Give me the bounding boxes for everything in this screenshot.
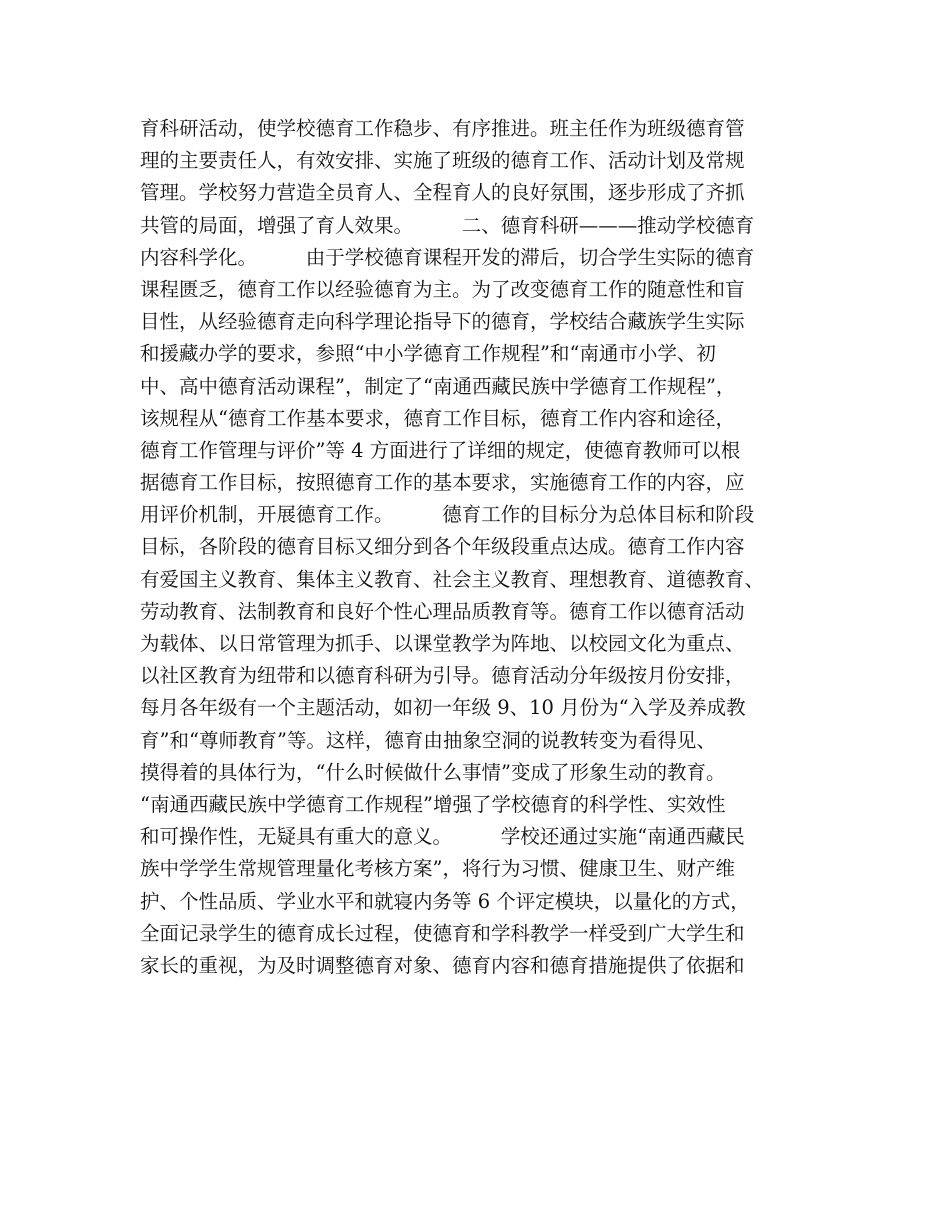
text-line: 摸得着的具体行为，“什么时候做什么事情”变成了形象生动的教育。 bbox=[140, 760, 726, 784]
text-line: 课程匮乏，德育工作以经验德育为主。为了改变德育工作的随意性和盲 bbox=[140, 277, 745, 301]
text-line: 族中学学生常规管理量化考核方案”，将行为习惯、健康卫生、财产维 bbox=[140, 857, 735, 881]
text-line: 内容科学化。 由于学校德育课程开发的滞后，切合学生实际的德育 bbox=[140, 245, 755, 269]
text-line: 每月各年级有一个主题活动，如初一年级 9、10 月份为“入学及养成教 bbox=[140, 696, 746, 720]
text-line: 以社区教育为纽带和以德育科研为引导。德育活动分年级按月份安排， bbox=[140, 664, 745, 688]
text-line: “南通西藏民族中学德育工作规程”增强了学校德育的科学性、实效性 bbox=[140, 792, 726, 816]
text-line: 据德育工作目标，按照德育工作的基本要求，实施德育工作的内容，应 bbox=[140, 471, 745, 495]
text-line: 全面记录学生的德育成长过程，使德育和学科教学一样受到广大学生和 bbox=[140, 921, 745, 945]
text-line: 德育工作管理与评价”等 4 方面进行了详细的规定，使德育教师可以根 bbox=[140, 438, 741, 462]
body-text bbox=[140, 113, 840, 982]
text-line: 育科研活动，使学校德育工作稳步、有序推进。班主任作为班级德育管 bbox=[140, 117, 745, 140]
text-line: 共管的局面，增强了育人效果。 二、德育科研———推动学校德育 bbox=[140, 213, 755, 237]
text-line: 该规程从“德育工作基本要求，德育工作目标，德育工作内容和途径， bbox=[140, 406, 735, 430]
text-line: 护、个性品质、学业水平和就寝内务等 6 个评定模块，以量化的方式， bbox=[140, 889, 750, 913]
text-line: 育”和“尊师教育”等。这样，德育由抽象空洞的说教转变为看得见、 bbox=[140, 728, 716, 752]
text-line: 劳动教育、法制教育和良好个性心理品质教育等。德育工作以德育活动 bbox=[140, 599, 745, 623]
text-line: 中、高中德育活动课程”，制定了“南通西藏民族中学德育工作规程”， bbox=[140, 374, 736, 398]
text-line: 为载体、以日常管理为抓手、以课堂教学为阵地、以校园文化为重点、 bbox=[140, 632, 745, 655]
text-line: 理的主要责任人，有效安排、实施了班级的德育工作、活动计划及常规 bbox=[140, 149, 745, 173]
text-line: 管理。学校努力营造全员育人、全程育人的良好氛围，逐步形成了齐抓 bbox=[140, 181, 745, 205]
text-line: 目性，从经验德育走向科学理论指导下的德育，学校结合藏族学生实际 bbox=[140, 310, 745, 334]
text-line: 用评价机制，开展德育工作。 德育工作的目标分为总体目标和阶段 bbox=[140, 503, 755, 527]
text-line: 有爱国主义教育、集体主义教育、社会主义教育、理想教育、道德教育、 bbox=[140, 567, 765, 591]
text-line: 和援藏办学的要求，参照“中小学德育工作规程”和“南通市小学、初 bbox=[140, 342, 716, 366]
text-line: 家长的重视，为及时调整德育对象、德育内容和德育措施提供了依据和 bbox=[140, 953, 745, 977]
text-line: 和可操作性，无疑具有重大的意义。 学校还通过实施“南通西藏民 bbox=[140, 825, 745, 849]
text-line: 目标，各阶段的德育目标又细分到各个年级段重点达成。德育工作内容 bbox=[140, 535, 745, 559]
